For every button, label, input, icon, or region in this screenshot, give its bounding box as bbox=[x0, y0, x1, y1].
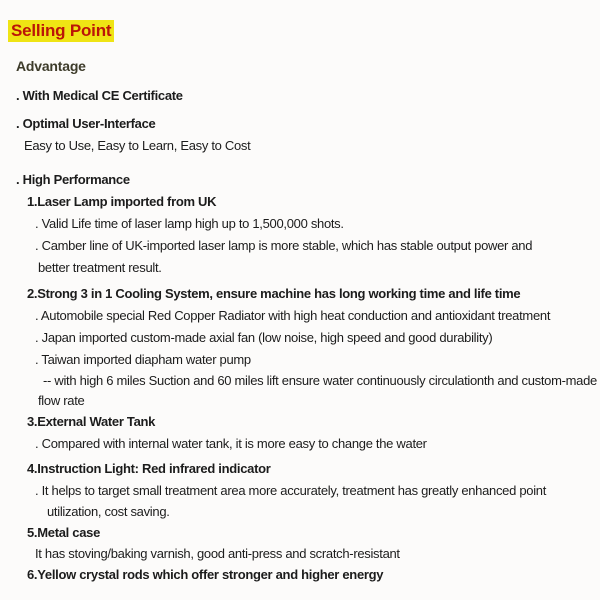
text-line-high-performance: . High Performance bbox=[16, 172, 130, 187]
text-line-item2-water-pump: . Taiwan imported diapham water pump bbox=[35, 352, 251, 367]
text-line-item2-axial-fan: . Japan imported custom-made axial fan (low noise, high speed and good durability) bbox=[35, 330, 493, 345]
text-line-item1-valid-life: . Valid Life time of laser lamp high up to 1,500,000 shots. bbox=[35, 216, 344, 231]
text-line-item6-heading: 6.Yellow crystal rods which offer stronger and higher energy bbox=[27, 567, 384, 582]
text-line-item3-compared: . Compared with internal water tank, it is more easy to change the water bbox=[35, 436, 427, 451]
text-line-item4-it-helps: . It helps to target small treatment area more accurately, treatment has greatly enhanced point bbox=[35, 483, 547, 498]
text-line-item5-varnish: It has stoving/baking varnish, good anti-press and scratch-resistant bbox=[35, 546, 400, 561]
page-title: Selling Point bbox=[8, 20, 114, 42]
text-line-item2-heading: 2.Strong 3 in 1 Cooling System, ensure machine has long working time and life time bbox=[27, 286, 521, 301]
text-line-easy-to-use: Easy to Use, Easy to Learn, Easy to Cost bbox=[24, 138, 251, 153]
text-line-item5-heading: 5.Metal case bbox=[27, 525, 101, 540]
text-line-medical-ce: . With Medical CE Certificate bbox=[16, 88, 183, 103]
text-line-item4-heading: 4.Instruction Light: Red infrared indicator bbox=[27, 461, 271, 476]
text-line-optimal-interface: . Optimal User-Interface bbox=[16, 116, 156, 131]
text-line-item4-utilization: utilization, cost saving. bbox=[47, 504, 170, 519]
text-line-item2-flow-rate: flow rate bbox=[38, 393, 85, 408]
section-heading-advantage: Advantage bbox=[16, 58, 86, 74]
text-line-item1-camber: . Camber line of UK-imported laser lamp is more stable, which has stable output power and bbox=[35, 238, 533, 253]
text-line-item1-heading: 1.Laser Lamp imported from UK bbox=[27, 194, 217, 209]
text-line-item3-heading: 3.External Water Tank bbox=[27, 414, 156, 429]
text-line-item2-radiator: . Automobile special Red Copper Radiator with high heat conduction and antioxidant treatment bbox=[35, 308, 551, 323]
text-line-item2-suction: -- with high 6 miles Suction and 60 miles lift ensure water continuously circulationth and custom-made bbox=[43, 373, 597, 388]
text-line-item1-camber-cont: better treatment result. bbox=[38, 260, 162, 275]
